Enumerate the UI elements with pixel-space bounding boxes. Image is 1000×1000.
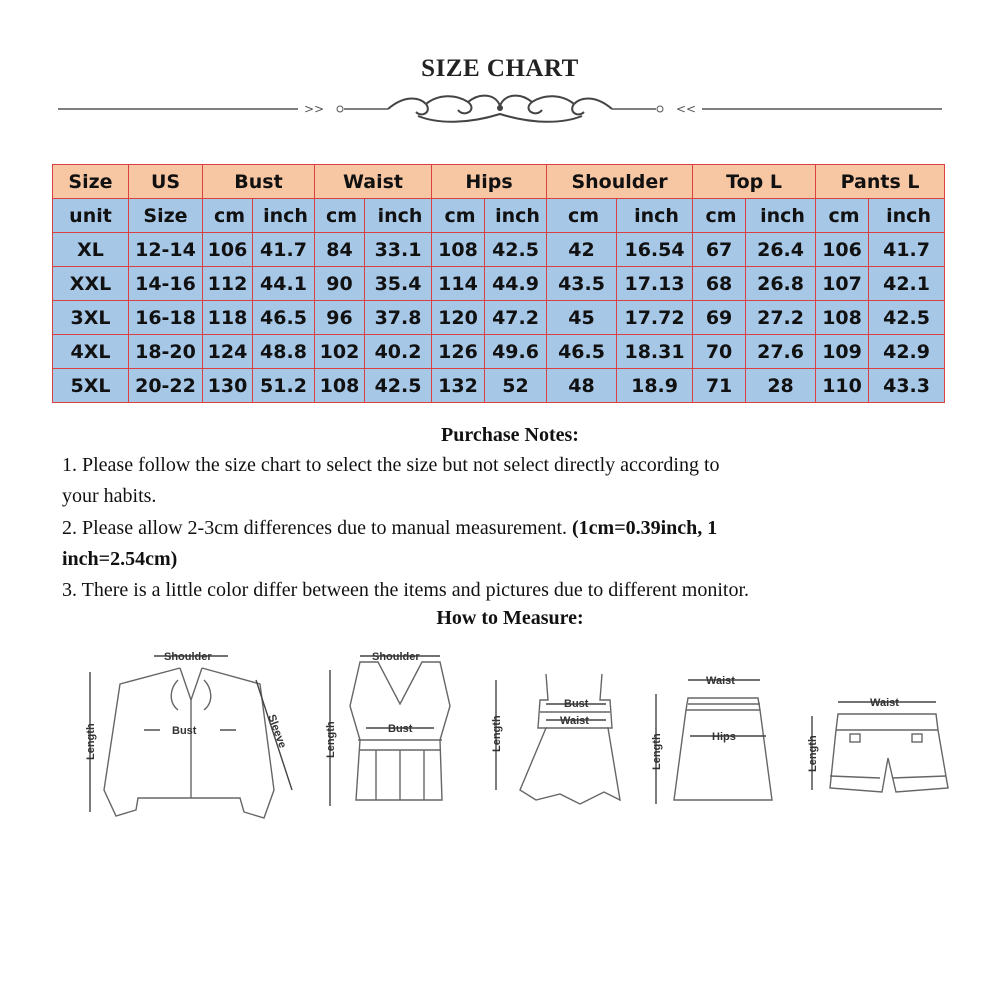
unit-cell: cm: [203, 199, 253, 233]
table-cell: 67: [693, 233, 746, 267]
unit-cell: Size: [129, 199, 203, 233]
unit-cell: cm: [693, 199, 746, 233]
table-cell: 132: [432, 369, 485, 403]
table-cell: 84: [315, 233, 365, 267]
table-header-row: [53, 165, 945, 199]
note-2-line-2: [62, 545, 962, 574]
size-label-cell: 3XL: [53, 301, 129, 335]
table-cell: 52: [485, 369, 547, 403]
table-cell: 46.5: [253, 301, 315, 335]
shorts-illustration: [812, 702, 948, 792]
size-label-cell: 5XL: [53, 369, 129, 403]
table-cell: 70: [693, 335, 746, 369]
measurement-illustrations: [60, 640, 980, 860]
dress-waist-label: Waist: [560, 715, 589, 727]
tank-shoulder-label: Shoulder: [372, 651, 420, 663]
table-row: [53, 267, 945, 301]
unit-cell: inch: [485, 199, 547, 233]
table-cell: 47.2: [485, 301, 547, 335]
table-cell: 40.2: [365, 335, 432, 369]
unit-cell: inch: [746, 199, 816, 233]
table-cell: 18.9: [617, 369, 693, 403]
skirt-waist-label: Waist: [706, 675, 735, 687]
table-row: [53, 335, 945, 369]
note-3: 3. There is a little color differ between the items and pictures due to different monitor.: [62, 579, 750, 601]
table-cell: 14-16: [129, 267, 203, 301]
table-cell: 108: [432, 233, 485, 267]
table-cell: 17.72: [617, 301, 693, 335]
table-cell: 16.54: [617, 233, 693, 267]
skirt-hips-label: Hips: [712, 731, 736, 743]
table-cell: 114: [432, 267, 485, 301]
ornamental-divider: [58, 88, 942, 128]
table-cell: 41.7: [253, 233, 315, 267]
table-cell: 108: [816, 301, 869, 335]
header-cell: Waist: [315, 165, 432, 199]
table-cell: 12-14: [129, 233, 203, 267]
table-cell: 26.8: [746, 267, 816, 301]
page-title: SIZE CHART: [421, 55, 579, 82]
header-cell: Top L: [693, 165, 816, 199]
shorts-waist-label: Waist: [870, 697, 899, 709]
table-cell: 120: [432, 301, 485, 335]
table-cell: 42.5: [365, 369, 432, 403]
note-1-line-2: your habits.: [62, 485, 157, 507]
note-2-text: 2. Please allow 2-3cm differences due to manual measurement.: [62, 517, 568, 539]
unit-cell: cm: [315, 199, 365, 233]
table-cell: 42: [547, 233, 617, 267]
table-cell: 27.6: [746, 335, 816, 369]
table-cell: 48: [547, 369, 617, 403]
table-cell: 18.31: [617, 335, 693, 369]
unit-cell: inch: [365, 199, 432, 233]
unit-cell: cm: [547, 199, 617, 233]
shorts-length-label: Length: [807, 735, 819, 772]
skirt-length-label: Length: [651, 733, 663, 770]
size-label-cell: XXL: [53, 267, 129, 301]
table-row: [53, 301, 945, 335]
note-2-line-1: [62, 514, 962, 543]
table-cell: 126: [432, 335, 485, 369]
table-cell: 90: [315, 267, 365, 301]
table-cell: 45: [547, 301, 617, 335]
unit-cell: cm: [432, 199, 485, 233]
size-label-cell: 4XL: [53, 335, 129, 369]
dress-length-label: Length: [491, 715, 503, 752]
table-cell: 112: [203, 267, 253, 301]
divider-right-marks: <<: [676, 102, 697, 116]
table-cell: 43.5: [547, 267, 617, 301]
table-cell: 69: [693, 301, 746, 335]
note-2-conversion: (1cm=0.39inch, 1: [572, 517, 718, 539]
table-cell: 108: [315, 369, 365, 403]
table-cell: 118: [203, 301, 253, 335]
unit-cell: inch: [253, 199, 315, 233]
table-cell: 130: [203, 369, 253, 403]
table-cell: 102: [315, 335, 365, 369]
unit-cell: inch: [617, 199, 693, 233]
table-cell: 37.8: [365, 301, 432, 335]
table-cell: 27.2: [746, 301, 816, 335]
table-row: [53, 233, 945, 267]
header-cell: Pants L: [816, 165, 945, 199]
table-cell: 41.7: [869, 233, 945, 267]
table-cell: 106: [816, 233, 869, 267]
header-cell: Hips: [432, 165, 547, 199]
tank-bust-label: Bust: [388, 723, 413, 735]
unit-cell: unit: [53, 199, 129, 233]
table-cell: 42.5: [869, 301, 945, 335]
table-cell: 71: [693, 369, 746, 403]
table-cell: 44.9: [485, 267, 547, 301]
table-cell: 96: [315, 301, 365, 335]
unit-cell: inch: [869, 199, 945, 233]
table-cell: 124: [203, 335, 253, 369]
shirt-length-label: Length: [85, 723, 97, 760]
size-chart-table: [52, 164, 945, 403]
note-2-conversion-cont: inch=2.54cm): [62, 548, 178, 570]
table-cell: 20-22: [129, 369, 203, 403]
table-cell: 33.1: [365, 233, 432, 267]
divider-left-marks: >>: [304, 102, 325, 116]
table-cell: 42.9: [869, 335, 945, 369]
tank-length-label: Length: [325, 721, 337, 758]
dress-bust-label: Bust: [564, 698, 589, 710]
shirt-shoulder-label: Shoulder: [164, 651, 212, 663]
table-cell: 16-18: [129, 301, 203, 335]
table-cell: 42.1: [869, 267, 945, 301]
header-cell: Shoulder: [547, 165, 693, 199]
table-cell: 107: [816, 267, 869, 301]
note-1-line-1: 1. Please follow the size chart to select the size but not select directly according to: [62, 454, 720, 476]
table-cell: 109: [816, 335, 869, 369]
shirt-bust-label: Bust: [172, 725, 197, 737]
table-cell: 46.5: [547, 335, 617, 369]
shirt-sleeve-label: Sleeve: [265, 712, 289, 750]
dress-illustration: [496, 674, 620, 804]
how-to-measure-title: How to Measure:: [436, 607, 584, 629]
header-cell: Bust: [203, 165, 315, 199]
unit-cell: cm: [816, 199, 869, 233]
header-cell: US: [129, 165, 203, 199]
table-cell: 35.4: [365, 267, 432, 301]
table-cell: 17.13: [617, 267, 693, 301]
table-cell: 43.3: [869, 369, 945, 403]
table-cell: 110: [816, 369, 869, 403]
table-cell: 49.6: [485, 335, 547, 369]
table-cell: 44.1: [253, 267, 315, 301]
table-cell: 68: [693, 267, 746, 301]
size-label-cell: XL: [53, 233, 129, 267]
header-cell: Size: [53, 165, 129, 199]
table-cell: 18-20: [129, 335, 203, 369]
purchase-notes-title: Purchase Notes:: [441, 424, 579, 446]
table-cell: 106: [203, 233, 253, 267]
table-unit-row: [53, 199, 945, 233]
table-cell: 51.2: [253, 369, 315, 403]
table-cell: 48.8: [253, 335, 315, 369]
table-row: [53, 369, 945, 403]
table-cell: 28: [746, 369, 816, 403]
table-cell: 42.5: [485, 233, 547, 267]
table-cell: 26.4: [746, 233, 816, 267]
shirt-illustration: [90, 656, 292, 818]
